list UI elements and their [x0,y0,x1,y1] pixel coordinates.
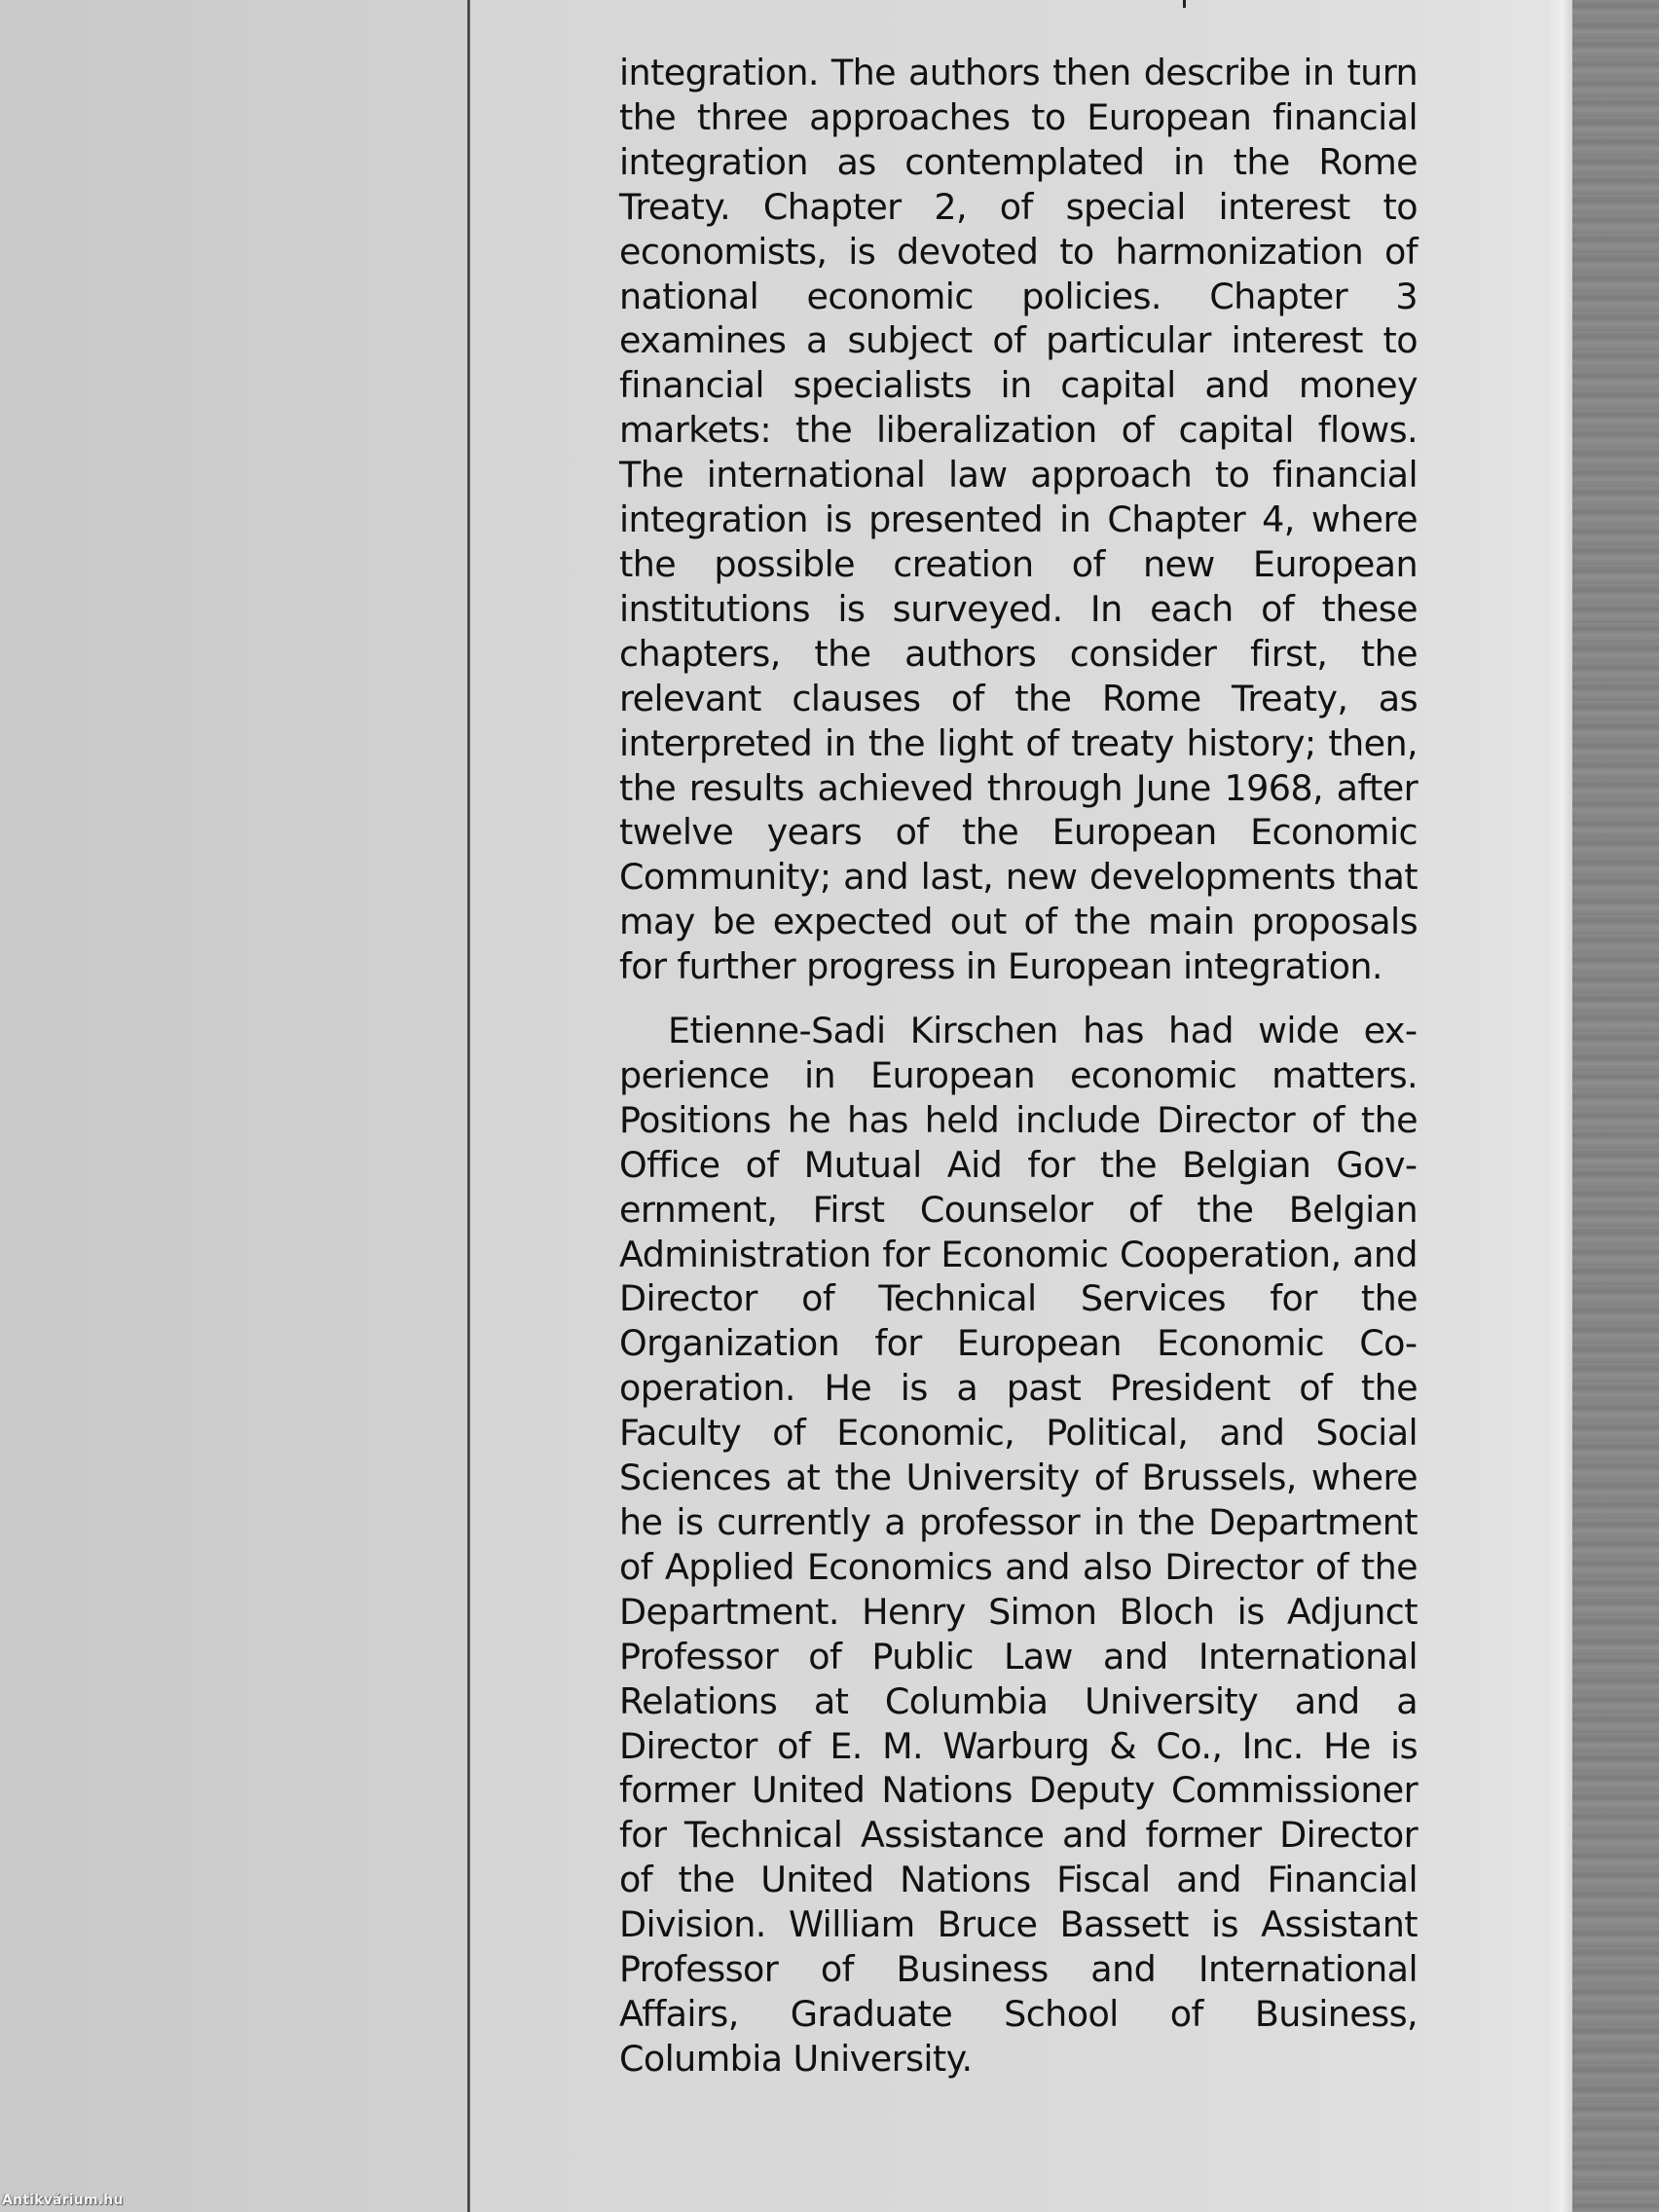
cropped-text-fragment [1183,0,1186,8]
summary-paragraph: integration. The authors then describe in turn the three approaches to European financial integration as contemplated in the Rome Treaty. Chapter 2, of special interest to economists, is devoted to harmonization of national economic policies. Chapter 3 examines a subject of particular interest to financial specialists in capital and money markets: the liberalization of capital flows. The international law approach to financial integration is presented in Chapter 4, where the possible creation of new European institutions is surveyed. In each of these chapters, the authors consider first, the relevant clauses of the Rome Treaty, as interpreted in the light of treaty history; then, the results achieved through June 1968, after twelve years of the European Economic Community; and last, new developments that may be expected out of the main proposals for further progress in European integration. [619,52,1418,988]
book-edge-strip [1572,0,1659,2212]
page-edge-highlight [1546,0,1572,2212]
left-flap-blank-area [0,0,468,2212]
watermark-logo: Antikvárium.hu [2,2193,124,2208]
authors-bio-paragraph: Etienne-Sadi Kirschen has had wide experience in European economic matters. Positions he has held include Director of the Office of Mutual Aid for the Belgian Government, First Counselor of the Belgian Administration for Economic Cooperation, and Director of Technical Services for the Organization for European Economic Cooperation. He is a past President of the Faculty of Economic, Political, and Social Sciences at the University of Brussels, where he is currently a professor in the Department of Applied Economics and also Director of the Department. Henry Simon Bloch is Adjunct Professor of Public Law and International Relations at Columbia University and a Director of E. M. Warburg & Co., Inc. He is former United Nations Deputy Commissioner for Technical Assistance and former Director of the United Nations Fiscal and Financial Division. William Bruce Bassett is Assistant Professor of Business and International Affairs, Graduate School of Business, Columbia University. [619,1010,1418,2080]
flap-text-block [619,51,1418,2082]
